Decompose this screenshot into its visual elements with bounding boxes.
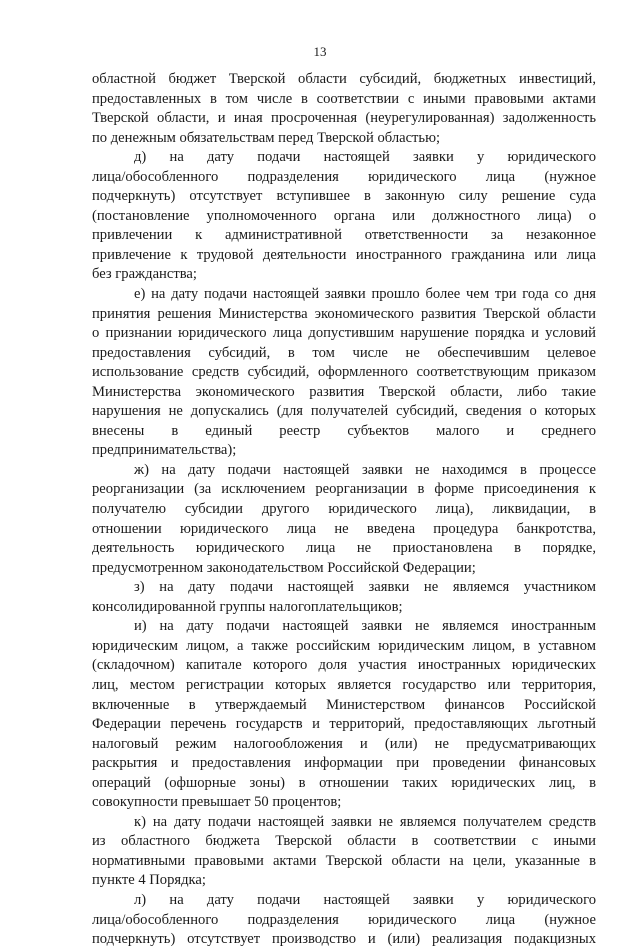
text-line: Федерации перечень государств и территорий, предоставляющих льготный [92,716,596,733]
text-line: о признании юридического лица допустившим нарушение порядка и условий [92,325,596,342]
text-line: юридическим лицом, а также российским юридическим лицом, в уставном [92,637,596,654]
text-line: использование средств субсидий, оформленного соответствующим приказом [92,364,596,381]
text-line: налоговый режим налогообложения и (или) не предусматривающих [92,735,596,752]
text-line: Тверской области, и иная просроченная (неурегулированная) задолженность [92,110,596,127]
text-line: лица/обособленного подразделения юридического лица (нужное [92,911,596,928]
text-line: операций (офшорные зоны) в отношении таких юридических лиц, в [92,774,596,791]
text-line: подчеркнуть) отсутствует производство и (или) реализация подакцизных [92,931,596,948]
text-line: включенные в утверждаемый Министерством финансов Российской [92,696,596,713]
text-line: е) на дату подачи настоящей заявки прошло более чем три года со дня [134,286,596,303]
text-line: отношении юридического лица не введена процедура банкротства, [92,520,596,537]
text-line: з) на дату подачи настоящей заявки не являемся участником [134,579,596,596]
text-line: областной бюджет Тверской области субсидий, бюджетных инвестиций, [92,71,596,87]
text-line: (складочном) капитале которого доля участия иностранных юридических [92,657,596,674]
text-line: Министерства экономического развития Тверской области, либо такие [92,383,596,400]
text-line: пункте 4 Порядка; [92,872,206,889]
text-line: подчеркнуть) отсутствует вступившее в законную силу решение суда [92,188,596,205]
text-line: лиц, местом регистрации которых является государство или территория, [92,676,596,693]
text-line: без гражданства; [92,266,197,283]
page-number: 13 [313,44,327,59]
text-line: ж) на дату подачи настоящей заявки не находимся в процессе [134,461,596,478]
text-line: получателю субсидии другого юридического лица), ликвидации, в [92,501,596,518]
text-line: нарушения не допускались (для получателей субсидий, сведения о которых [92,403,596,420]
text-line: реорганизации (за исключением реорганизации в форме присоединения к [92,481,596,498]
text-line: нормативными правовыми актами Тверской области на цели, указанные в [92,852,596,869]
text-line: и) на дату подачи настоящей заявки не являемся иностранным [134,618,596,635]
text-line: предпринимательства); [92,442,237,459]
text-line: лица/обособленного подразделения юридического лица (нужное [92,168,596,185]
text-line: к) на дату подачи настоящей заявки не являемся получателем средств [134,813,596,830]
text-line: по денежным обязательствам перед Тверской областью; [92,129,441,146]
text-line: совокупности превышает 50 процентов; [92,794,342,811]
text-line: раскрытия и предоставления информации при проведении финансовых [92,755,596,772]
text-line: внесены в единый реестр субъектов малого и среднего [92,422,596,439]
text-line: деятельность юридического лица не приостановлена в порядке, [92,540,596,557]
text-line: привлечении к административной ответственности за незаконное [92,227,596,244]
text-line: из областного бюджета Тверской области в соответствии с иными [92,833,596,850]
text-line: предоставленных в том числе в соответствии с иными правовыми актами [92,90,596,107]
text-line: предоставления субсидий, в том числе не обеспечившим целевое [92,344,596,361]
text-line: предусмотренном законодательством Российской Федерации; [92,559,476,576]
text-line: (постановление уполномоченного органа или должностного лица) о [92,207,596,224]
text-line: привлечение к трудовой деятельности иностранного гражданина или лица [92,246,596,263]
text-line: л) на дату подачи настоящей заявки у юридического [134,891,596,908]
text-line: консолидированной группы налогоплательщиков; [92,598,403,615]
text-line: д) на дату подачи настоящей заявки у юридического [134,149,596,166]
text-line: принятия решения Министерства экономического развития Тверской области [92,305,596,322]
document-body [92,70,596,950]
